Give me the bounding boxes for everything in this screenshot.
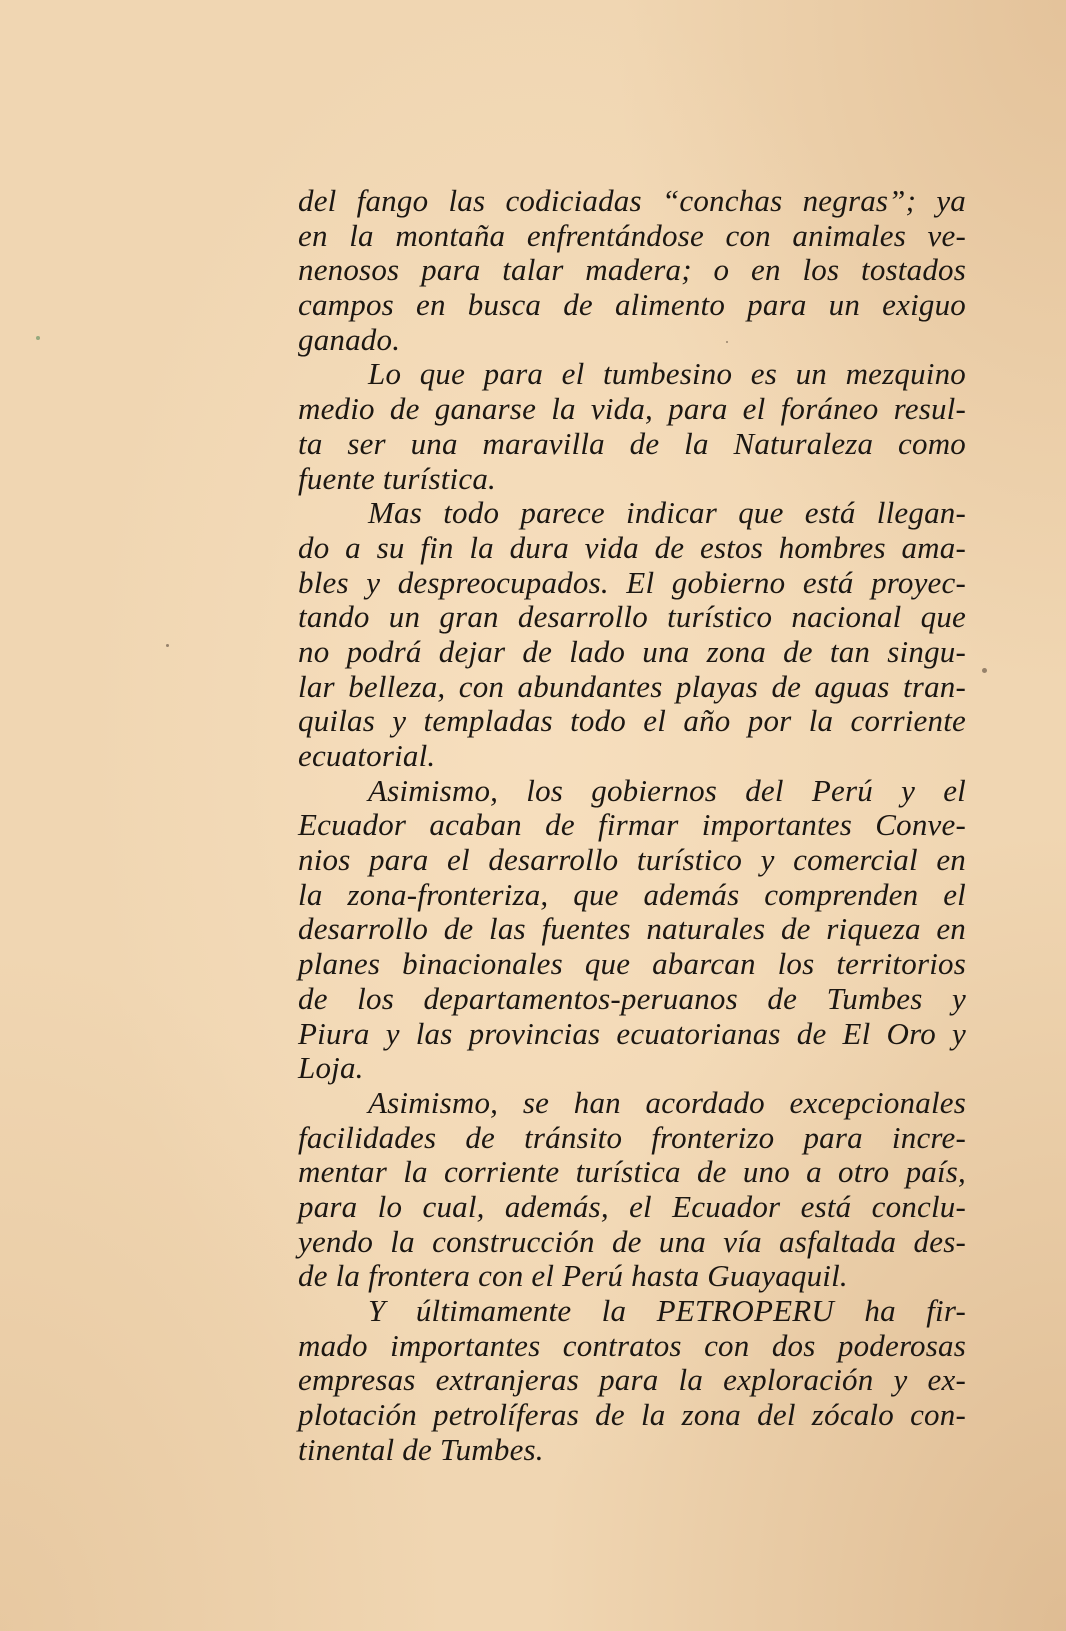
text-line: do a su fin la dura vida de estos hombres ama- [298,529,966,565]
text-line: Ecuador acaban de firmar importantes Conve- [298,807,966,843]
text-line: ganado. [298,321,401,357]
text-line: ecuatorial. [298,738,436,773]
text-line: desarrollo de las fuentes naturales de riqueza en [298,911,966,947]
text-line: nios para el desarrollo turístico y comercial en [298,842,966,878]
text-line: planes binacionales que abarcan los territorios [298,946,966,982]
text-line: en la montaña enfrentándose con animales ve- [298,217,966,253]
text-line: de la frontera con el Perú hasta Guayaquil. [298,1258,848,1294]
text-line: tinental de Tumbes. [298,1431,544,1467]
text-line: plotación petrolíferas de la zona del zócalo con- [298,1397,966,1433]
text-line: no podrá dejar de lado una zona de tan singu- [298,633,966,669]
text-line: del fango las codiciadas “conchas negras”; ya [298,183,966,218]
text-line: facilidades de tránsito fronterizo para incre- [298,1119,966,1155]
text-line: para lo cual, además, el Ecuador está conclu- [298,1188,966,1224]
paper-speck [36,336,40,340]
text-line: Y últimamente la PETROPERU ha fir- [368,1293,966,1328]
text-line: nenosos para talar madera; o en los tostados [298,252,966,288]
text-line: empresas extranjeras para la exploración y ex- [298,1362,966,1398]
paper-speck [166,644,169,647]
text-line: Asimismo, los gobiernos del Perú y el [368,772,966,808]
text-line: bles y despreocupados. El gobierno está proyec- [298,564,966,600]
text-line: campos en busca de alimento para un exiguo [298,287,966,323]
paper-speck [726,341,728,343]
text-line: medio de ganarse la vida, para el foráneo resul- [298,391,966,427]
body-text [298,184,966,1467]
paper-speck [982,668,987,673]
text-line: ta ser una maravilla de la Naturaleza como [298,425,966,461]
text-line: Lo que para el tumbesino es un mezquino [368,356,966,392]
text-line: mado importantes contratos con dos poderosas [298,1327,966,1363]
text-line: lar belleza, con abundantes playas de aguas tran- [298,668,966,704]
text-line: tando un gran desarrollo turístico nacional que [298,599,966,635]
text-line: mentar la corriente turística de uno a otro país, [298,1154,966,1190]
text-line: la zona-fronteriza, que además comprenden el [298,876,966,912]
text-line: Loja. [298,1050,364,1086]
text-line: Asimismo, se han acordado excepcionales [368,1084,966,1120]
text-line: fuente turística. [298,460,496,496]
text-line: yendo la construcción de una vía asfaltada des- [298,1223,966,1259]
text-line: quilas y templadas todo el año por la corriente [298,703,966,739]
text-line: de los departamentos-peruanos de Tumbes y [298,980,966,1016]
text-line: Mas todo parece indicar que está llegan- [368,495,966,531]
text-line: Piura y las provincias ecuatorianas de El Oro y [298,1015,966,1051]
